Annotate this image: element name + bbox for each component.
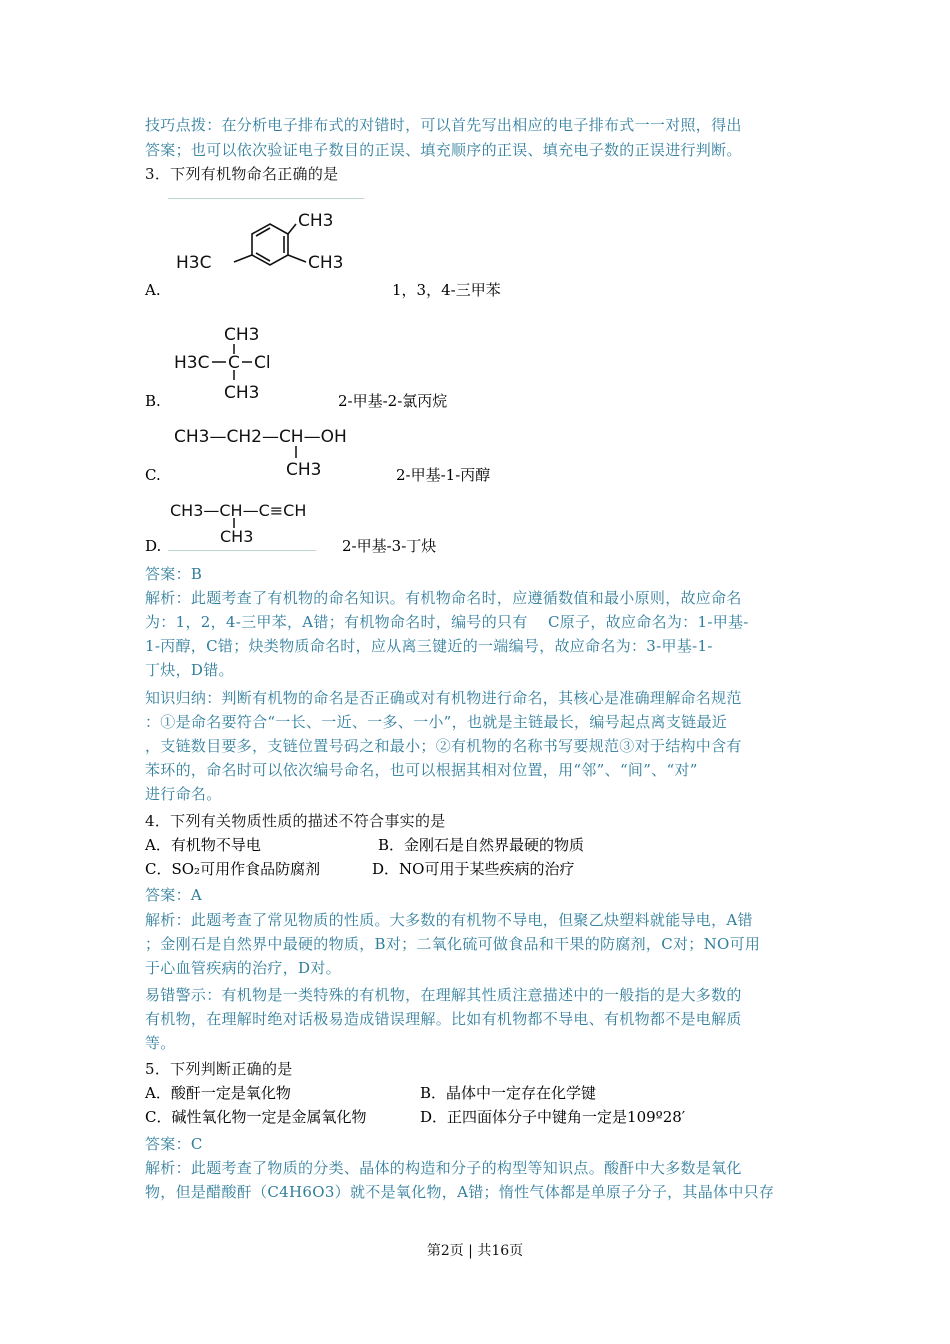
scan-rule-d [168,550,316,551]
question-3-analysis-4: 丁炔，D错。 [145,661,234,679]
question-4-analysis-2: ；金刚石是自然界中最硬的物质，B对；二氧化硫可做食品和干果的防腐剂，C对；NO可用 [145,935,761,953]
question-4-warning-2: 有机物，在理解时绝对话极易造成错误理解。比如有机物都不导电、有机物都不是电解质 [145,1010,742,1028]
option-b-structure [172,318,312,404]
question-4-warning-1: 易错警示：有机物是一类特殊的有机物，在理解其性质注意描述中的一般指的是大多数的 [145,986,742,1004]
question-4-analysis-1: 解析：此题考查了常见物质的性质。大多数的有机物不导电，但聚乙炔塑料就能导电，A错 [145,911,753,929]
option-c-label-chain: CH3—CH2—CH—OH [174,427,347,447]
option-a-name: 1，3，4-三甲苯 [392,281,501,299]
question-3-answer: 答案：B [145,565,203,583]
tip-line-2: 答案；也可以依次验证电子数目的正误、填充顺序的正误、填充电子数的正误进行判断。 [145,141,742,159]
option-d-letter: D. [145,537,162,555]
option-b-label-cl: Cl [254,353,271,373]
scan-rule [168,198,364,199]
question-5-answer: 答案：C [145,1135,203,1153]
question-3-knowledge-3: ，支链数目要多，支链位置号码之和最小；②有机物的名称书写要规范③对于结构中含有 [145,737,742,755]
tip-line-1: 技巧点拨：在分析电子排布式的对错时，可以首先写出相应的电子排布式一一对照，得出 [145,116,742,134]
option-c-structure [172,420,372,482]
question-4-option-c: C．SO₂可用作食品防腐剂 [145,860,321,878]
option-b-name: 2-甲基-2-氯丙烷 [338,392,448,410]
question-5-analysis-2: 物，但是醋酸酐（C4H6O3）就不是氧化物，A错；惰性气体都是单原子分子，其晶体中只存 [145,1183,775,1201]
option-a-label-ch3-top: CH3 [298,211,334,231]
question-5-option-d: D．正四面体分子中键角一定是109º28′ [420,1108,686,1126]
question-5-option-c: C．碱性氧化物一定是金属氧化物 [145,1108,367,1126]
option-a-label-ch3-right: CH3 [308,253,344,273]
option-a-letter: A. [145,281,161,299]
question-3-analysis-1: 解析：此题考查了有机物的命名知识。有机物命名时，应遵循数值和最小原则，故应命名 [145,589,742,607]
question-4-stem: 4．下列有关物质性质的描述不符合事实的是 [145,812,446,830]
option-a-label-h3c: H3C [176,253,212,273]
option-d-label-chain: CH3—CH—C≡CH [170,501,307,520]
option-d-name: 2-甲基-3-丁炔 [342,537,437,555]
option-b-label-h3c: H3C [174,353,210,373]
option-c-name: 2-甲基-1-丙醇 [396,466,491,484]
question-5-analysis-1: 解析：此题考查了物质的分类、晶体的构造和分子的构型等知识点。酸酐中大多数是氧化 [145,1159,742,1177]
option-d-structure [168,496,328,548]
question-5-option-b: B．晶体中一定存在化学键 [420,1084,597,1102]
option-c-label-ch3: CH3 [286,460,322,480]
question-3-knowledge-2: ：①是命名要符合“一长、一近、一多、一小”，也就是主链最长，编号起点离支链最近 [145,713,728,731]
option-a-structure [172,202,362,292]
option-b-label-ch3-top: CH3 [224,325,260,345]
question-3-knowledge-1: 知识归纳：判断有机物的命名是否正确或对有机物进行命名，其核心是准确理解命名规范 [145,689,742,707]
question-4-option-a: A．有机物不导电 [145,836,261,854]
question-3-analysis-3: 1-丙醇，C错；炔类物质命名时，应从离三键近的一端编号，故应命名为：3-甲基-1- [145,637,713,655]
page-footer: 第2页 | 共16页 [426,1243,524,1259]
option-b-letter: B. [145,392,161,410]
question-3-analysis-2: 为：1，2，4-三甲苯，A错；有机物命名时，编号的只有 C原子，故应命名为：1-甲基- [145,613,749,631]
option-b-label-ch3-bottom: CH3 [224,383,260,403]
question-5-stem: 5．下列判断正确的是 [145,1060,293,1078]
question-4-analysis-3: 于心血管疾病的治疗，D对。 [145,959,341,977]
question-3-knowledge-4: 苯环的，命名时可以依次编号命名，也可以根据其相对位置，用“邻”、“间”、“对” [145,761,698,779]
question-5-option-a: A．酸酐一定是氧化物 [145,1084,291,1102]
question-4-option-d: D．NO可用于某些疾病的治疗 [372,860,575,878]
question-4-option-b: B．金刚石是自然界最硬的物质 [378,836,585,854]
question-4-warning-3: 等。 [145,1034,176,1052]
option-b-label-c: C [228,353,240,373]
option-c-letter: C. [145,466,161,484]
question-3-knowledge-5: 进行命名。 [145,785,222,803]
question-3-stem: 3．下列有机物命名正确的是 [145,165,339,183]
option-d-label-ch3: CH3 [220,527,254,546]
question-4-answer: 答案：A [145,886,203,904]
